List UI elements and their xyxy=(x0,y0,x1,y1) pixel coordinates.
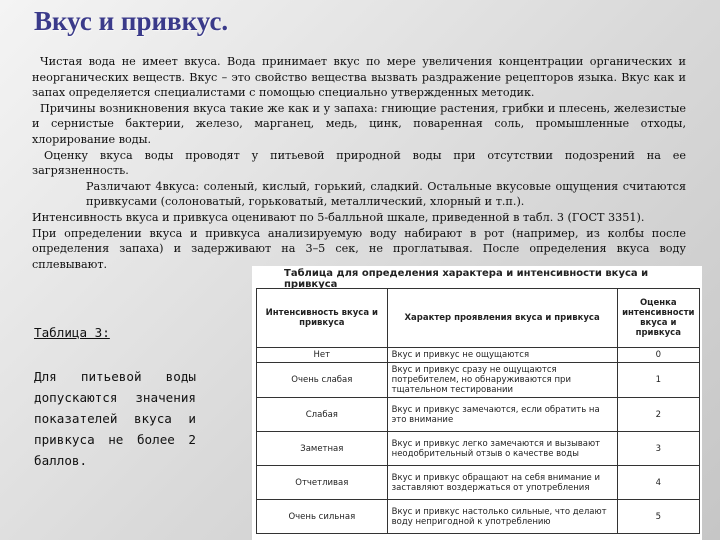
cell-score: 4 xyxy=(617,466,699,500)
table-row xyxy=(257,348,700,363)
cell-character: Вкус и привкус легко замечаются и вызывают неодобрительный отзыв о качестве воды xyxy=(387,432,617,466)
cell-score: 5 xyxy=(617,500,699,534)
cell-score: 1 xyxy=(617,363,699,398)
cell-character: Вкус и привкус сразу не ощущаются потребителем, но обнаруживаются при тщательном тестировании xyxy=(387,363,617,398)
cell-score: 0 xyxy=(617,348,699,363)
cell-character: Вкус и привкус замечаются, если обратить на это внимание xyxy=(387,398,617,432)
table-row xyxy=(257,466,700,500)
body-text xyxy=(32,54,686,272)
table-row xyxy=(257,398,700,432)
paragraph-assessment: Оценку вкуса воды проводят у питьевой природной воды при отсутствии подозрений на ее загрязненность. xyxy=(32,148,686,178)
paragraph-procedure: При определении вкуса и привкуса анализируемую воду набирают в рот (например, из колбы после определения запаха) и задерживают на 3–5 сек, не проглатывая. После определения вкуса воду сплевывают. xyxy=(32,226,686,271)
cell-intensity: Заметная xyxy=(257,432,388,466)
taste-intensity-table-image xyxy=(252,266,702,540)
table-header-row xyxy=(257,289,700,348)
table-title: Таблица для определения характера и интенсивности вкуса и привкуса xyxy=(284,268,649,290)
column-header-intensity: Интенсивность вкуса и привкуса xyxy=(257,289,388,348)
cell-character: Вкус и привкус обращают на себя внимание и заставляют воздержаться от употребления xyxy=(387,466,617,500)
side-note-box xyxy=(34,322,196,471)
slide-title: Вкус и привкус. xyxy=(34,6,229,36)
cell-intensity: Очень слабая xyxy=(257,363,388,398)
cell-intensity: Слабая xyxy=(257,398,388,432)
cell-character: Вкус и привкус настолько сильные, что делают воду непригодной к употреблению xyxy=(387,500,617,534)
column-header-character: Характер проявления вкуса и привкуса xyxy=(387,289,617,348)
drinking-water-limit-note: Для питьевой воды допускаются значения показателей вкуса и привкуса не более 2 баллов. xyxy=(34,369,196,468)
cell-character: Вкус и привкус не ощущаются xyxy=(387,348,617,363)
table-row xyxy=(257,432,700,466)
cell-intensity: Очень сильная xyxy=(257,500,388,534)
table-row xyxy=(257,363,700,398)
paragraph-causes: Причины возникновения вкуса такие же как и у запаха: гниющие растения, грибки и плесень, железистые и сернистые бактерии, железо, марганец, медь, цинк, поваренная соль, промышленные отходы, хлорирование воды. xyxy=(32,101,686,146)
cell-score: 3 xyxy=(617,432,699,466)
column-header-score: Оценка интенсивности вкуса и привкуса xyxy=(617,289,699,348)
table-row xyxy=(257,500,700,534)
paragraph-taste-types: Различают 4вкуса: соленый, кислый, горький, сладкий. Остальные вкусовые ощущения считаются привкусами (солоноватый, горьковатый, металлический, хлорный и т.п.). xyxy=(86,179,686,209)
cell-score: 2 xyxy=(617,398,699,432)
cell-intensity: Нет xyxy=(257,348,388,363)
table-reference-caption: Таблица 3: xyxy=(34,325,110,340)
paragraph-intensity-scale: Интенсивность вкуса и привкуса оценивают по 5-балльной шкале, приведенной в табл. 3 (ГОСТ 3351). xyxy=(32,210,645,224)
cell-intensity: Отчетливая xyxy=(257,466,388,500)
taste-intensity-table xyxy=(256,288,700,534)
paragraph-taste-definition: Чистая вода не имеет вкуса. Вода принимает вкус по мере увеличения концентрации органических и неорганических веществ. Вкус – это свойство вещества вызвать раздражение рецепторов языка. Вкус как и запах определяется специалистами с помощью специально утвержденных методик. xyxy=(32,55,686,100)
